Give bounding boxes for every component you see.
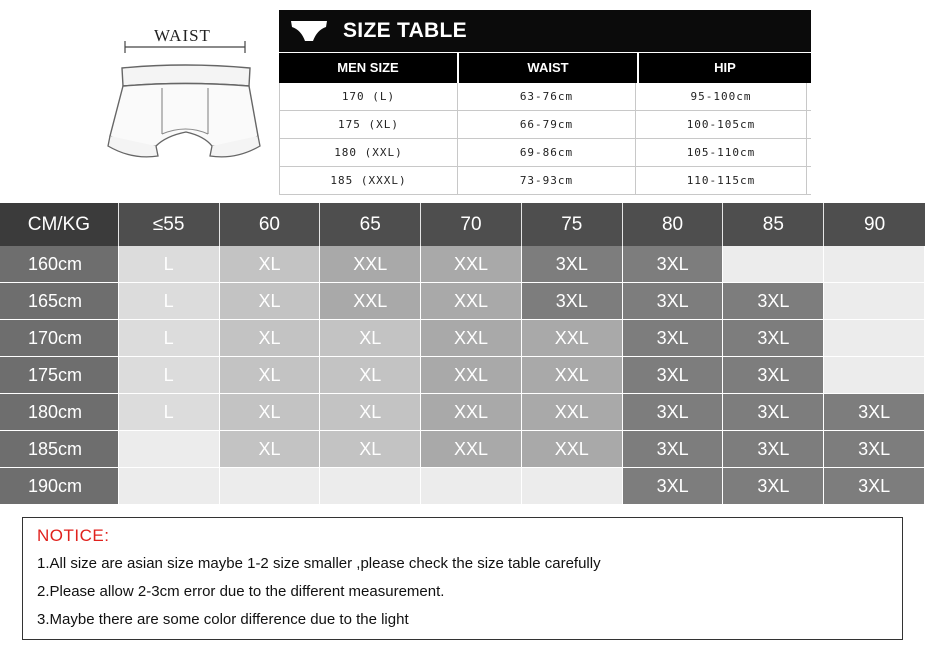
size-cell: 3XL: [623, 283, 724, 320]
size-table-cell: 95-100cm: [635, 83, 807, 110]
size-cell: [320, 468, 421, 505]
height-label: 170cm: [0, 320, 119, 357]
grid-header: [0, 203, 925, 246]
size-cell: L: [119, 394, 220, 431]
size-table-row: [279, 139, 811, 167]
grid-row: [0, 283, 925, 320]
size-cell: XXL: [421, 431, 522, 468]
size-table-cell: 180 (XXL): [279, 139, 457, 166]
size-cell: XXL: [421, 357, 522, 394]
notice-title: NOTICE:: [37, 526, 110, 545]
size-cell: [824, 357, 925, 394]
size-cell: [824, 246, 925, 283]
notice-line: 3.Maybe there are some color difference due to the light: [37, 611, 409, 628]
weight-header: 70: [421, 203, 522, 246]
size-cell: 3XL: [824, 468, 925, 505]
size-cell: XL: [320, 320, 421, 357]
size-cell: [522, 468, 623, 505]
column-hip: HIP: [639, 53, 811, 83]
size-cell: 3XL: [623, 468, 724, 505]
weight-header: 90: [824, 203, 925, 246]
size-cell: [824, 283, 925, 320]
size-cell: XXL: [320, 246, 421, 283]
size-cell: 3XL: [723, 394, 824, 431]
size-table-row: [279, 167, 811, 195]
height-label: 180cm: [0, 394, 119, 431]
size-table-cell: 69-86cm: [457, 139, 635, 166]
size-cell: XXL: [522, 357, 623, 394]
size-cell: [824, 320, 925, 357]
height-label: 190cm: [0, 468, 119, 505]
column-men-size: MEN SIZE: [279, 53, 457, 83]
size-cell: 3XL: [723, 357, 824, 394]
grid-row: [0, 394, 925, 431]
height-label: 160cm: [0, 246, 119, 283]
grid-row: [0, 246, 925, 283]
size-cell: 3XL: [824, 431, 925, 468]
size-cell: 3XL: [723, 431, 824, 468]
weight-header: 65: [320, 203, 421, 246]
notice-line: 1.All size are asian size maybe 1-2 size smaller ,please check the size table carefully: [37, 555, 601, 572]
size-cell: [220, 468, 321, 505]
size-cell: XXL: [522, 320, 623, 357]
size-table-cell: 73-93cm: [457, 167, 635, 194]
size-cell: 3XL: [623, 394, 724, 431]
size-cell: 3XL: [623, 320, 724, 357]
size-cell: XL: [220, 431, 321, 468]
size-table-row: [279, 111, 811, 139]
brief-icon: [289, 18, 329, 44]
height-label: 175cm: [0, 357, 119, 394]
grid-row: [0, 320, 925, 357]
size-cell: L: [119, 246, 220, 283]
weight-header: 75: [522, 203, 623, 246]
size-table-cell: 175 (XL): [279, 111, 457, 138]
size-cell: 3XL: [522, 246, 623, 283]
size-cell: XL: [220, 320, 321, 357]
size-cell: 3XL: [723, 468, 824, 505]
size-cell: XL: [320, 357, 421, 394]
size-cell: XL: [220, 283, 321, 320]
grid-row: [0, 357, 925, 394]
size-table-header: [279, 10, 811, 52]
size-table-cell: 105-110cm: [635, 139, 807, 166]
waist-label: WAIST: [154, 26, 211, 45]
size-table: [279, 10, 811, 195]
size-cell: L: [119, 320, 220, 357]
size-table-row: [279, 83, 811, 111]
size-cell: XXL: [320, 283, 421, 320]
weight-header: 85: [723, 203, 824, 246]
size-cell: XL: [220, 246, 321, 283]
weight-header: ≤55: [119, 203, 220, 246]
size-cell: XL: [320, 394, 421, 431]
height-weight-grid: [0, 203, 925, 505]
weight-header: 60: [220, 203, 321, 246]
size-cell: L: [119, 357, 220, 394]
notice-box: [22, 517, 903, 640]
size-table-title: SIZE TABLE: [343, 19, 467, 42]
size-cell: XXL: [421, 246, 522, 283]
column-waist: WAIST: [459, 53, 637, 83]
size-cell: 3XL: [522, 283, 623, 320]
grid-row: [0, 431, 925, 468]
size-table-cell: 63-76cm: [457, 83, 635, 110]
size-cell: [421, 468, 522, 505]
size-table-cell: 66-79cm: [457, 111, 635, 138]
underwear-illustration: [100, 20, 270, 185]
size-cell: L: [119, 283, 220, 320]
size-table-columns: [279, 53, 811, 83]
size-cell: [119, 431, 220, 468]
size-cell: XXL: [421, 283, 522, 320]
size-cell: [119, 468, 220, 505]
size-cell: [723, 246, 824, 283]
size-cell: XL: [320, 431, 421, 468]
grid-row: [0, 468, 925, 505]
size-cell: XL: [220, 357, 321, 394]
size-cell: XL: [220, 394, 321, 431]
size-cell: 3XL: [824, 394, 925, 431]
weight-header: 80: [623, 203, 724, 246]
size-table-cell: 110-115cm: [635, 167, 807, 194]
size-cell: 3XL: [723, 283, 824, 320]
size-table-cell: 170 (L): [279, 83, 457, 110]
size-cell: XXL: [421, 320, 522, 357]
size-cell: XXL: [421, 394, 522, 431]
size-cell: XXL: [522, 431, 623, 468]
size-table-cell: 100-105cm: [635, 111, 807, 138]
size-cell: 3XL: [623, 357, 724, 394]
grid-corner: CM/KG: [0, 203, 119, 246]
height-label: 185cm: [0, 431, 119, 468]
notice-line: 2.Please allow 2-3cm error due to the different measurement.: [37, 583, 445, 600]
height-label: 165cm: [0, 283, 119, 320]
size-cell: 3XL: [623, 431, 724, 468]
size-table-cell: 185 (XXXL): [279, 167, 457, 194]
size-cell: 3XL: [623, 246, 724, 283]
size-cell: XXL: [522, 394, 623, 431]
size-cell: 3XL: [723, 320, 824, 357]
